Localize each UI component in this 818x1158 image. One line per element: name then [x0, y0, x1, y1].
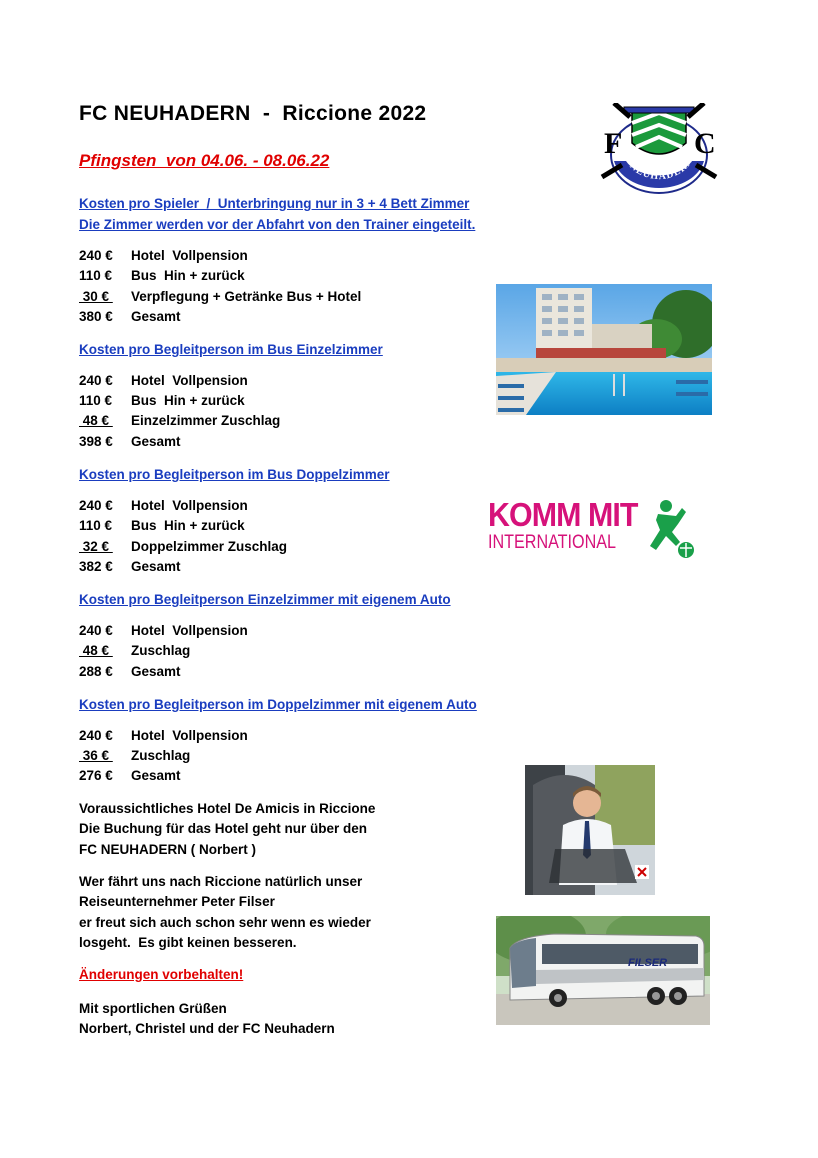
cost-label: Gesamt	[131, 309, 181, 324]
cost-label: Gesamt	[131, 768, 181, 783]
cost-label: Zuschlag	[131, 748, 191, 763]
cost-amount: 398 €	[79, 434, 113, 449]
cost-total-row	[79, 559, 181, 574]
cost-row	[79, 373, 248, 388]
section-heading-spieler: Kosten pro Spieler / Unterbringung nur in 3 + 4 Bett Zimmer	[79, 196, 470, 211]
section-heading-auto-doppel: Kosten pro Begleitperson im Doppelzimmer mit eigenem Auto	[79, 697, 477, 712]
cost-row	[79, 413, 280, 428]
cost-label: Hotel Vollpension	[131, 248, 248, 263]
cost-amount: 240 €	[79, 373, 113, 388]
cost-amount: 48 €	[79, 413, 113, 428]
cost-row	[79, 393, 245, 408]
cost-amount: 110 €	[79, 518, 113, 533]
hotel-photo	[496, 284, 712, 415]
cost-amount: 30 €	[79, 289, 113, 304]
cost-label: Hotel Vollpension	[131, 623, 248, 638]
cost-total-row	[79, 309, 181, 324]
section-heading-auto-einzel: Kosten pro Begleitperson Einzelzimmer mit eigenem Auto	[79, 592, 451, 607]
cost-label: Hotel Vollpension	[131, 728, 248, 743]
cost-label: Hotel Vollpension	[131, 498, 248, 513]
cost-row	[79, 539, 287, 554]
cost-amount: 32 €	[79, 539, 113, 554]
bus-note-line: losgeht. Es gibt keinen besseren.	[79, 935, 297, 950]
bus-note-line: Wer fährt uns nach Riccione natürlich unser	[79, 874, 363, 889]
cost-row	[79, 248, 248, 263]
driver-photo	[525, 765, 655, 895]
logo-letter-f: F	[604, 127, 623, 160]
cost-amount: 240 €	[79, 498, 113, 513]
section-heading-zimmer: Die Zimmer werden vor der Abfahrt von den Trainer eingeteilt.	[79, 217, 476, 232]
bus-note-line: er freut sich auch schon sehr wenn es wieder	[79, 915, 371, 930]
disclaimer: Änderungen vorbehalten!	[79, 967, 244, 982]
cost-total-row	[79, 664, 181, 679]
cost-label: Bus Hin + zurück	[131, 393, 245, 408]
page-title: FC NEUHADERN - Riccione 2022	[79, 102, 427, 125]
section-heading-bus-einzel: Kosten pro Begleitperson im Bus Einzelzimmer	[79, 342, 383, 357]
cost-amount: 110 €	[79, 393, 113, 408]
cost-label: Gesamt	[131, 434, 181, 449]
cost-amount: 240 €	[79, 623, 113, 638]
bus-brand-label: FILSER	[628, 957, 668, 969]
cost-label: Einzelzimmer Zuschlag	[131, 413, 281, 428]
closing-line: Mit sportlichen Grüßen	[79, 1001, 227, 1016]
cost-amount: 288 €	[79, 664, 113, 679]
cost-row	[79, 498, 248, 513]
cost-label: Gesamt	[131, 559, 181, 574]
section-heading-bus-doppel: Kosten pro Begleitperson im Bus Doppelzimmer	[79, 467, 390, 482]
bus-note-line: Reiseunternehmer Peter Filser	[79, 894, 275, 909]
sponsor-line1: KOMM MIT	[488, 496, 638, 533]
sponsor-line2: INTERNATIONAL	[488, 532, 617, 553]
cost-row	[79, 268, 245, 283]
cost-label: Verpflegung + Getränke Bus + Hotel	[131, 289, 362, 304]
soccer-player-icon	[642, 498, 696, 560]
cost-amount: 240 €	[79, 728, 113, 743]
cost-amount: 110 €	[79, 268, 113, 283]
cost-label: Bus Hin + zurück	[131, 268, 245, 283]
page-subtitle: Pfingsten von 04.06. - 08.06.22	[79, 151, 330, 170]
cost-amount: 380 €	[79, 309, 113, 324]
cost-row	[79, 643, 190, 658]
cost-row	[79, 623, 248, 638]
logo-ring-text: NEUHADERN	[627, 155, 696, 183]
sponsor-logo	[486, 496, 698, 562]
cost-label: Hotel Vollpension	[131, 373, 248, 388]
cost-row	[79, 748, 190, 763]
cost-amount: 382 €	[79, 559, 113, 574]
hotel-note-line: Die Buchung für das Hotel geht nur über den	[79, 821, 368, 836]
cost-amount: 276 €	[79, 768, 113, 783]
club-logo	[600, 103, 718, 195]
cost-total-row	[79, 434, 181, 449]
cost-label: Zuschlag	[131, 643, 191, 658]
cost-amount: 240 €	[79, 248, 113, 263]
cost-row	[79, 289, 361, 304]
logo-letter-c: C	[694, 127, 716, 160]
cost-row	[79, 518, 245, 533]
cost-total-row	[79, 768, 181, 783]
closing-line: Norbert, Christel und der FC Neuhadern	[79, 1021, 335, 1036]
cost-label: Doppelzimmer Zuschlag	[131, 539, 288, 554]
cost-amount: 36 €	[79, 748, 113, 763]
hotel-note-line: Voraussichtliches Hotel De Amicis in Riccione	[79, 801, 376, 816]
cost-amount: 48 €	[79, 643, 113, 658]
bus-photo	[496, 916, 710, 1025]
cost-label: Gesamt	[131, 664, 181, 679]
cost-row	[79, 728, 248, 743]
cost-label: Bus Hin + zurück	[131, 518, 245, 533]
hotel-note-line: FC NEUHADERN ( Norbert )	[79, 842, 256, 857]
